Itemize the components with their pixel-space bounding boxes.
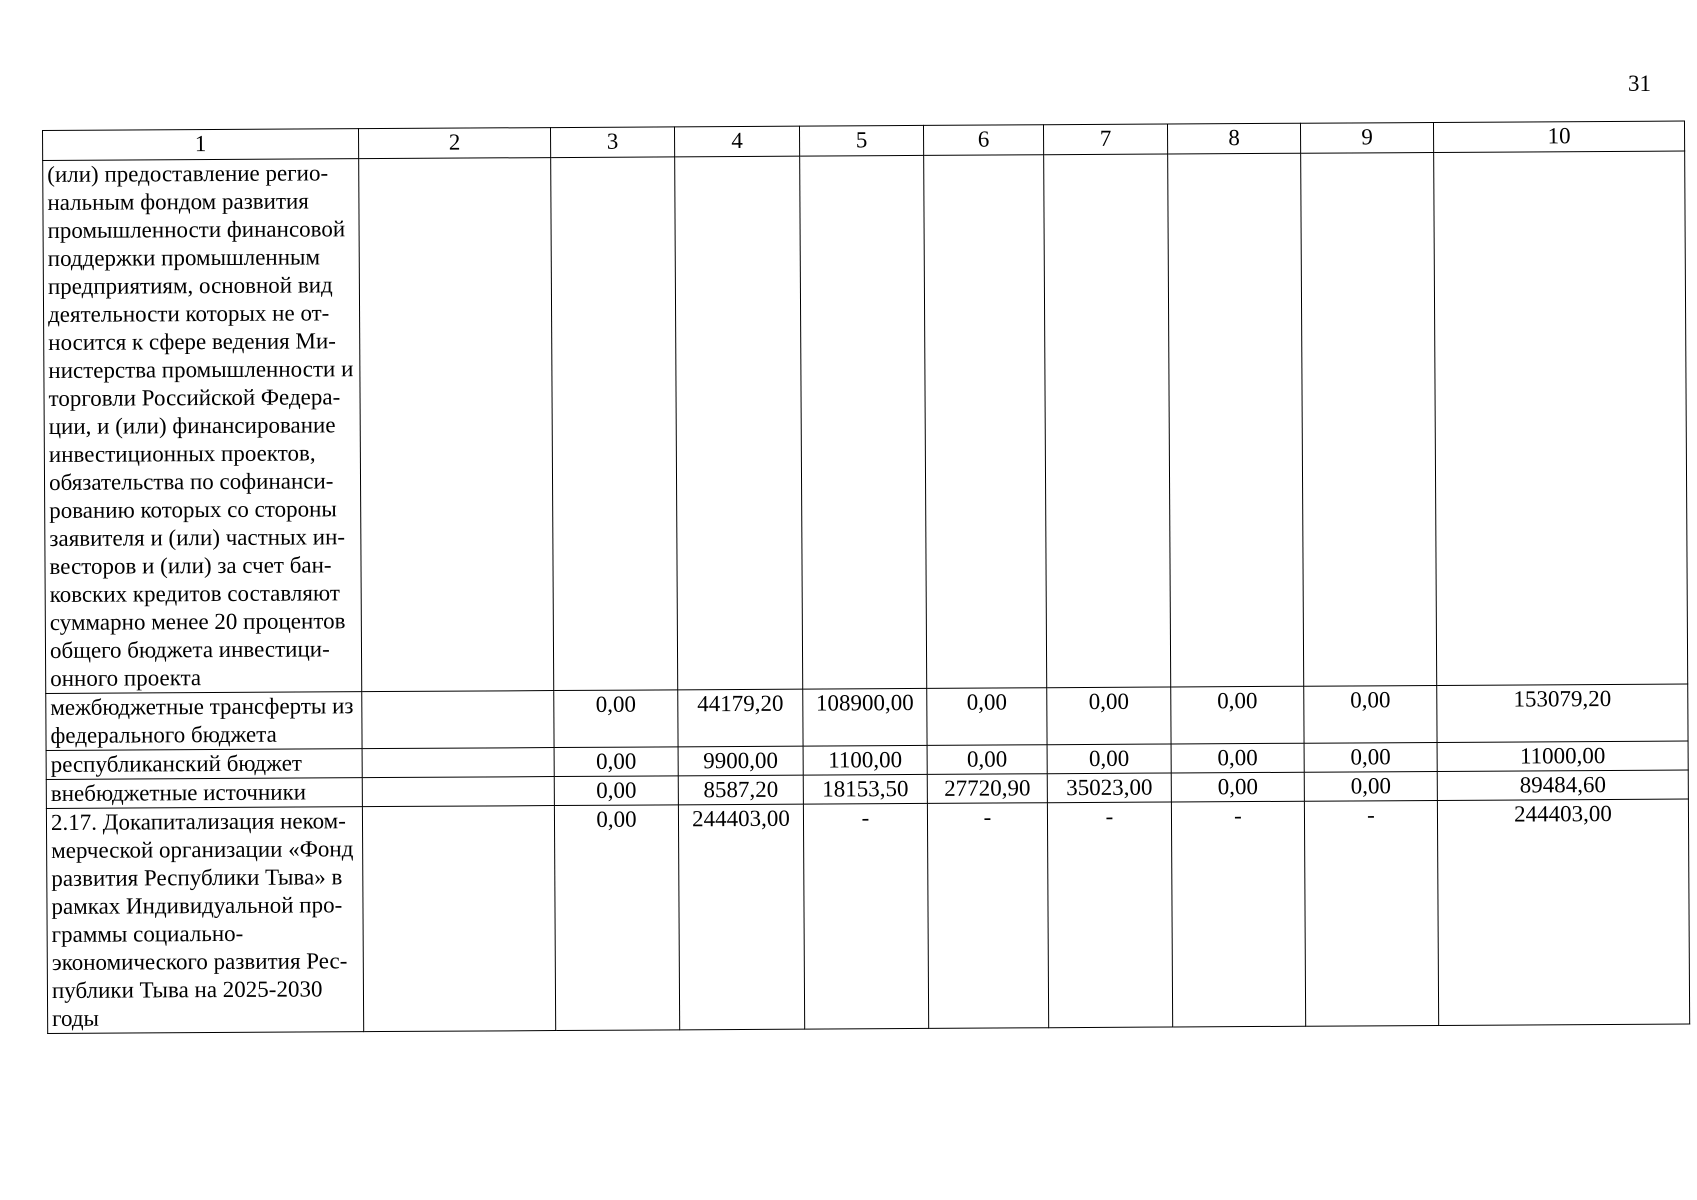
row-label-line: носится к сфере ведения Ми- (48, 328, 336, 355)
row-label-line: весторов и (или) за счет бан- (49, 552, 332, 579)
value-cell (1434, 151, 1688, 685)
row-label (46, 692, 362, 751)
column-header: 4 (674, 126, 799, 157)
value-cell: - (1304, 800, 1438, 1026)
value-cell: 244403,00 (678, 804, 804, 1030)
row-label-line: рованию которых со стороны (49, 496, 337, 523)
table-row (46, 684, 1688, 750)
value-cell: 18153,50 (803, 774, 927, 804)
value-cell: 35023,00 (1047, 773, 1171, 803)
value-cell: 0,00 (1171, 772, 1304, 802)
row-label-line: межбюджетные трансферты из (50, 693, 354, 720)
value-cell (362, 691, 554, 749)
row-label-line: федерального бюджета (50, 721, 277, 748)
value-cell: 0,00 (927, 688, 1047, 746)
table-row (43, 151, 1688, 693)
value-cell: 44179,20 (678, 689, 803, 747)
value-cell: - (1047, 802, 1172, 1028)
row-label-line: заявителя и (или) частных ин- (49, 524, 346, 551)
value-cell (1301, 152, 1437, 686)
column-header: 2 (358, 128, 550, 159)
value-cell: 27720,90 (927, 774, 1047, 804)
row-label-line: экономического развития Рес- (51, 948, 348, 975)
row-label-line: промышленности финансовой (47, 216, 346, 243)
row-label-line: нальным фондом развития (47, 188, 309, 215)
row-label-line: (или) предоставление регио- (47, 160, 329, 187)
value-cell (362, 748, 554, 778)
value-cell: 0,00 (1171, 743, 1304, 773)
row-label (46, 778, 362, 809)
value-cell: 0,00 (554, 690, 678, 748)
row-label-line: онного проекта (50, 665, 202, 691)
row-label-line: мерческой организации «Фонд (51, 836, 354, 863)
column-header: 7 (1043, 124, 1167, 155)
column-header: 10 (1433, 121, 1684, 152)
value-cell: 0,00 (554, 747, 678, 777)
value-cell: - (1171, 801, 1305, 1027)
row-label-line: обязательства по софинанси- (48, 468, 334, 495)
row-label-line: публики Тыва на 2025-2030 (51, 976, 323, 1003)
page-number: 31 (1628, 71, 1651, 96)
value-cell: 0,00 (1047, 687, 1171, 745)
funding-table-wrapper (42, 121, 1689, 1034)
row-label-line: годы (52, 1005, 100, 1031)
row-label-line: 2.17. Докапитализация неком- (50, 808, 346, 835)
table-row (46, 799, 1689, 1033)
row-label-line: граммы социально- (51, 920, 244, 947)
value-cell: 0,00 (1304, 771, 1437, 801)
value-cell: 108900,00 (803, 688, 927, 746)
row-label (43, 159, 362, 694)
column-header: 5 (799, 125, 923, 156)
value-cell: 8587,20 (678, 775, 803, 805)
row-label-line: ковских кредитов составляют (49, 580, 340, 607)
value-cell (1044, 154, 1171, 688)
value-cell: 1100,00 (803, 745, 927, 775)
row-label-line: рамках Индивидуальной про- (51, 892, 343, 919)
row-label-line: общего бюджета инвестици- (49, 636, 330, 663)
column-header: 3 (550, 127, 674, 158)
value-cell: 0,00 (554, 776, 678, 806)
value-cell (1168, 153, 1304, 687)
value-cell: - (803, 803, 928, 1029)
column-header: 9 (1300, 122, 1433, 153)
value-cell: 0,00 (1304, 742, 1437, 772)
value-cell: 0,00 (927, 745, 1047, 775)
row-label-line: предприятиям, основной вид (47, 272, 333, 299)
row-label-line: деятельности которых не от- (47, 300, 330, 327)
table-body (43, 151, 1690, 1033)
value-cell (551, 157, 678, 691)
column-header: 8 (1167, 123, 1300, 154)
row-label-line: торговли Российской Федера- (48, 384, 341, 411)
value-cell: 244403,00 (1437, 799, 1689, 1025)
value-cell (359, 158, 554, 692)
value-cell (362, 806, 555, 1032)
row-label-line: суммарно менее 20 процентов (49, 608, 346, 635)
row-label-line: развития Республики Тыва» в (51, 864, 343, 891)
value-cell: 0,00 (1047, 744, 1171, 774)
row-label-line: нистерства промышленности и (48, 356, 354, 383)
row-label-line: инвестиционных проектов, (48, 440, 316, 467)
column-header: 6 (923, 125, 1043, 156)
row-label (46, 807, 363, 1034)
value-cell (675, 156, 803, 690)
value-cell: 11000,00 (1437, 741, 1688, 771)
value-cell (362, 777, 554, 807)
funding-table (42, 121, 1690, 1034)
value-cell: 153079,20 (1437, 684, 1688, 742)
row-label (46, 749, 362, 780)
value-cell (800, 155, 927, 689)
row-label-line: поддержки промышленным (47, 244, 321, 271)
value-cell (924, 155, 1047, 689)
value-cell: 0,00 (1304, 685, 1437, 743)
value-cell: 9900,00 (678, 746, 803, 776)
value-cell: 0,00 (1171, 686, 1304, 744)
value-cell: 0,00 (554, 805, 679, 1031)
row-label-line: республиканский бюджет (50, 750, 303, 777)
row-label-line: ции, и (или) финансирование (48, 412, 336, 439)
column-header: 1 (43, 129, 359, 161)
value-cell: - (927, 803, 1048, 1029)
value-cell: 89484,60 (1437, 770, 1688, 800)
row-label-line: внебюджетные источники (50, 779, 307, 806)
